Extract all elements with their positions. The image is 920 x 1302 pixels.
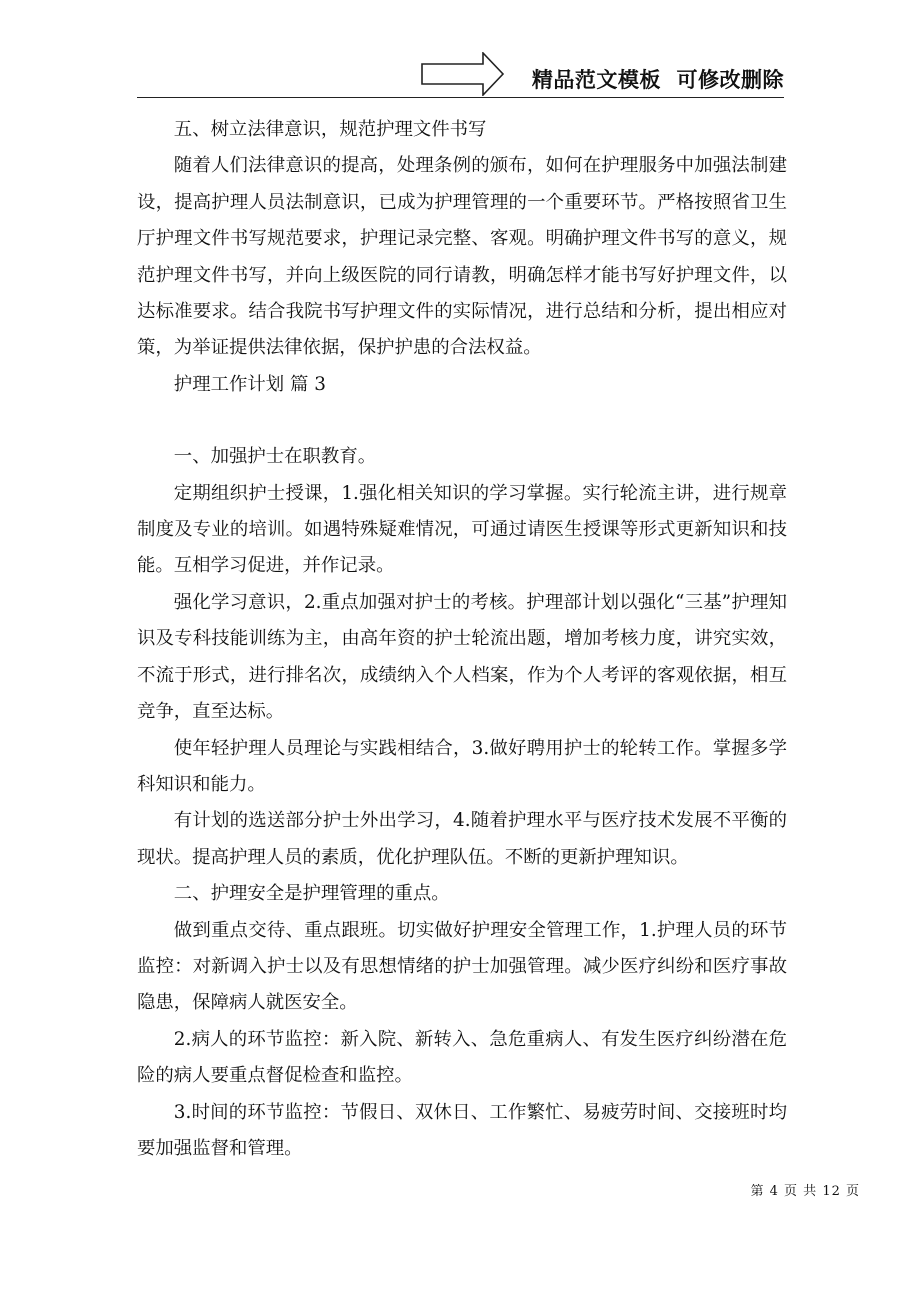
header-rule [137,97,784,98]
part1-paragraph-3: 使年轻护理人员理论与实践相结合，3.做好聘用护士的轮转工作。掌握多学科知识和能力。 [137,737,787,795]
part2-heading: 二、护理安全是护理管理的重点。 [173,883,450,905]
part1-paragraph-1: 定期组织护士授课，1.强化相关知识的学习掌握。实行轮流主讲，进行规章制度及专业的培训。如遇特殊疑难情况，可通过请医生授课等形式更新知识和技能。互相学习促进，并作记录。 [137,482,787,577]
part1-paragraph-2: 强化学习意识，2.重点加强对护士的考核。护理部计划以强化“三基”护理知识及专科技能训练为主，由高年资的护士轮流出题，增加考核力度，讲究实效，不流于形式，进行排名次，成绩纳入个人档案，作为个人考评的客观依据，相互竞争，直至达标。 [137,591,787,723]
page-footer: 第 4 页 共 12 页 [750,1184,860,1199]
header-title: 精品范文模板 可修改删除 [531,68,784,92]
spacer [137,403,787,439]
part2-paragraph-1: 做到重点交待、重点跟班。切实做好护理安全管理工作，1.护理人员的环节监控：对新调入护士以及有思想情绪的护士加强管理。减少医疗纠纷和医疗事故隐患，保障病人就医安全。 [137,919,787,1014]
part2-paragraph-3: 3.时间的环节监控：节假日、双休日、工作繁忙、易疲劳时间、交接班时均要加强监督和管理。 [137,1101,787,1159]
part2-paragraph-2: 2.病人的环节监控：新入院、新转入、急危重病人、有发生医疗纠纷潜在危险的病人要重点督促检查和监控。 [137,1028,787,1087]
part1-heading: 一、加强护士在职教育。 [173,446,377,468]
section5-paragraph: 随着人们法律意识的提高，处理条例的颁布，如何在护理服务中加强法制建设，提高护理人员法制意识，已成为护理管理的一个重要环节。严格按照省卫生厅护理文件书写规范要求，护理记录完整、客观。明确护理文件书写的意义，规范护理文件书写，并向上级医院的同行请教，明确怎样才能书写好护理文件，以达标准要求。结合我院书写护理文件的实际情况，进行总结和分析，提出相应对策，为举证提供法律依据，保护护患的合法权益。 [137,155,787,359]
document-body [137,112,787,1167]
plan-title: 护理工作计划 篇 3 [173,373,326,395]
part1-paragraph-4: 有计划的选送部分护士外出学习，4.随着护理水平与医疗技术发展不平衡的现状。提高护理人员的素质，优化护理队伍。不断的更新护理知识。 [137,810,787,868]
right-arrow-icon [421,52,505,96]
section5-heading: 五、树立法律意识，规范护理文件书写 [173,119,487,140]
